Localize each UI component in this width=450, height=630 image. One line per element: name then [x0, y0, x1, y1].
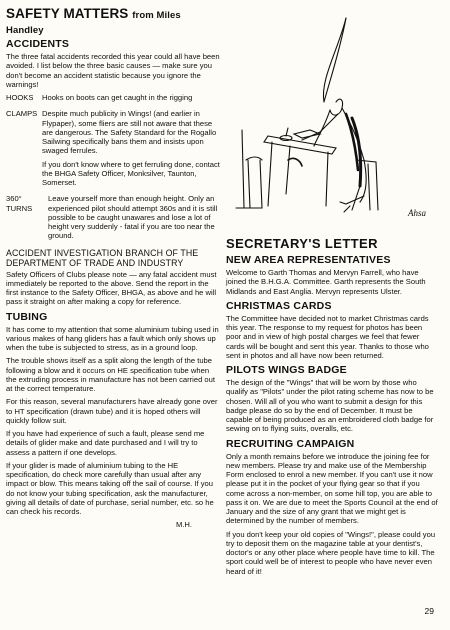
seated-figure-writing-illustration	[228, 10, 438, 228]
section-heading: RECRUITING CAMPAIGN	[226, 437, 355, 450]
causes-list	[6, 93, 220, 245]
title-text: SAFETY MATTERS	[6, 6, 129, 21]
tubing-heading: TUBING	[6, 310, 48, 323]
section-paragraph: Welcome to Garth Thomas and Mervyn Farrell, who have joined the B.H.G.A. Committee. Garth represents the South Midlands and East Anglia. Mervyn represents Ulster.	[226, 268, 426, 296]
cause-description	[48, 194, 220, 244]
page-number: 29	[424, 606, 434, 616]
accidents-intro: The three fatal accidents recorded this year could all have been avoided. I list below the three basic causes — make sure you don't become an accident statistic because you ignore the warnings!	[6, 52, 220, 89]
author-initials: M.H.	[175, 520, 192, 530]
cause-paragraph: Hooks on boots can get caught in the rigging	[42, 93, 193, 102]
tubing-paragraph: It has come to my attention that some aluminium tubing used in various makes of hang gliders has a fault which only shows up when the tube is subjected to stress, as in a ground loop.	[6, 324, 219, 353]
article-title	[6, 6, 220, 36]
tubing-paragraph: For this reason, several manufacturers have already gone over to HT specification (drawn tube) and it is hoped others will quickly follow suit.	[6, 397, 218, 425]
cause-hooks	[6, 93, 220, 106]
tubing-paragraph: If you have had experience of such a fault, please send me details of glider make and date purchased and I will try to assess a pattern if one develops.	[6, 429, 205, 457]
section-heading: NEW AREA REPRESENTATIVES	[226, 254, 391, 266]
tubing-paragraph: If your glider is made of aluminium tubing to the HE specification, do check more carefully than usual after any impact or blow. This means taking off the sail of course. If you do not know your tubing specification, ask the manufacturer, giving all details of date of purchase, serial number, etc. so he can check his records.	[6, 460, 214, 517]
cause-turns	[6, 194, 220, 244]
cause-term: HOOKS	[6, 93, 34, 102]
cause-paragraph: Despite much publicity in Wings! (and earlier in Flypaper), some fliers are still not aware that these are dangerous. The Safety Standard for the Rogallo Sailwing specifically bans them and insists upon swaged ferrules.	[42, 109, 217, 156]
cause-term: 360° TURNS	[6, 194, 33, 213]
cause-clamps	[6, 109, 220, 191]
investigation-body: Safety Officers of Clubs please note — any fatal accident must immediately be reported to the above. Send the report in the first instance to the Safety Officer, BHGA, as above and he will pass it straight on after making a copy for reference.	[6, 269, 217, 307]
section-paragraph: The design of the "Wings" that will be worn by those who qualify as "Pilots" under the pilot rating scheme has now to be chosen. Will all of you who want to submit a design for this badge please do so by the end of December. It must be capable of being produced as an embroidered cloth badge for sewing on to flying suits, overalls, etc.	[226, 378, 434, 434]
cause-term: CLAMPS	[6, 109, 38, 119]
cause-paragraph: Leave yourself more than enough height. Only an experienced pilot should attempt 360s and it is still possible to be caught unawares and lose a lot of height very suddenly - fatal if you are too near the ground.	[48, 194, 218, 241]
cause-paragraph: If you don't know where to get ferruling done, contact the BHGA Safety Officer, Monksilver, Taunton, Somerset.	[42, 159, 220, 187]
left-column	[6, 6, 220, 529]
byline: from Miles Handley	[6, 10, 181, 36]
cause-description	[42, 93, 220, 106]
secretary-heading: SECRETARY'S LETTER	[226, 236, 378, 251]
investigation-heading: ACCIDENT INVESTIGATION BRANCH OF THE DEPARTMENT OF TRADE AND INDUSTRY	[6, 247, 199, 268]
section-heading: CHRISTMAS CARDS	[226, 299, 332, 312]
section-paragraph: The Committee have decided not to market Christmas cards this year. The response to my request for photos has been poor and in view of high postal charges we feel that fewer cards will be bought and sent this year. Thanks to those who sent in photos and all have now been returned.	[226, 313, 429, 360]
illustration-signature: Ahsa	[408, 208, 426, 218]
section-paragraph: If you don't keep your old copies of "Wings!", please could you try to deposit them on the magazine table at your dentist's, doctor's or any other place where people have time to kill. The sport could well be of interest to people who have never even heard of it!	[226, 529, 436, 576]
cause-description	[42, 109, 220, 191]
tubing-paragraph: The trouble shows itself as a split along the length of the tube following a blow and it occurs on HE specification tube when the extruding process in manufacture has not been carried out at the correct temperature.	[6, 356, 215, 394]
right-column	[226, 236, 438, 580]
section-heading: PILOTS WINGS BADGE	[226, 364, 347, 376]
section-paragraph: Only a month remains before we introduce the joining fee for new members. Please try and make use of the Membership Form enclosed to enrol a new member. If you can't use it now please put it in the pocket of your flying gear so that if you come across a non-member, on some hill top, you are able to pass it on. We are due to meet the Sports Council at the end of January and the size of any grant that we might get is determined by the number of members.	[226, 451, 438, 526]
accidents-heading: ACCIDENTS	[6, 38, 70, 50]
